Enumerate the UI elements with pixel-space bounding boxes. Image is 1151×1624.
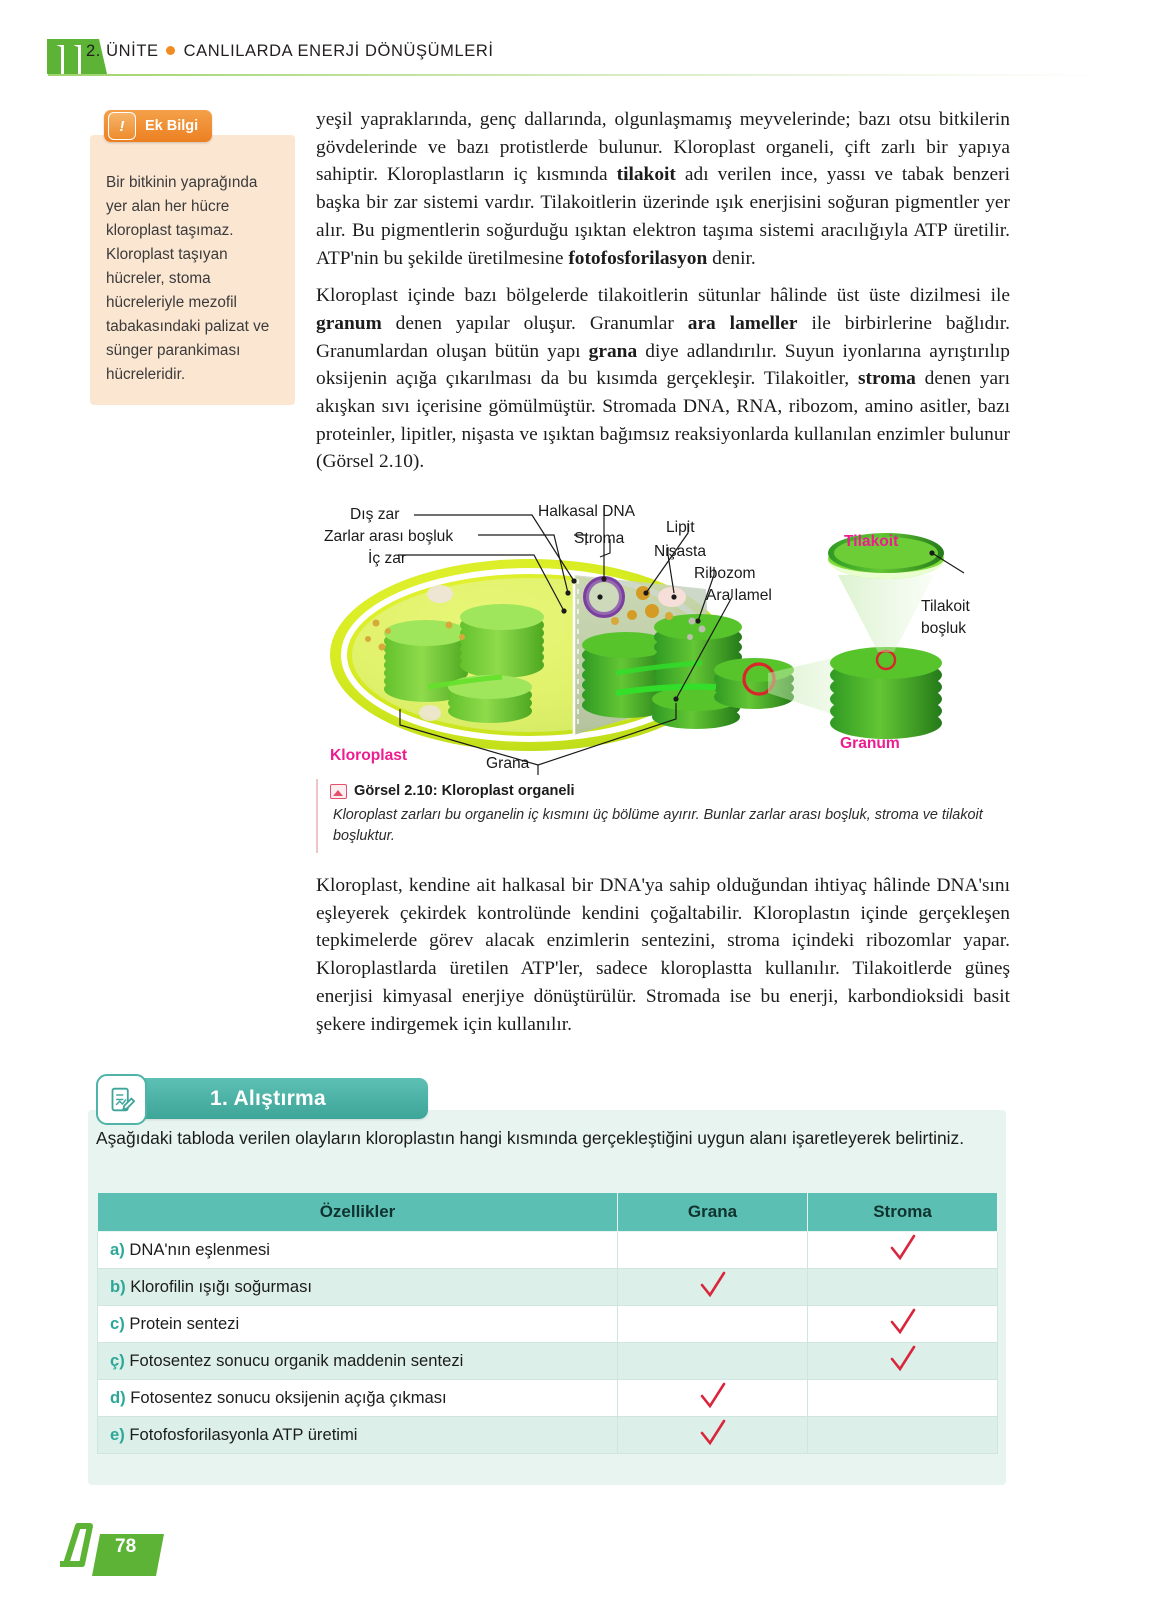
- row-key: c): [110, 1314, 125, 1333]
- table-row: [98, 1306, 998, 1343]
- row-text: Klorofilin ışığı soğurması: [130, 1277, 312, 1296]
- row-text: Protein sentezi: [129, 1314, 240, 1333]
- table-row: [98, 1343, 998, 1380]
- row-key: ç): [110, 1351, 125, 1370]
- row-text: Fotosentez sonucu organik maddenin sentezi: [129, 1351, 464, 1370]
- exercise-table-body: [98, 1232, 998, 1454]
- row-label-cell: [98, 1417, 618, 1454]
- page-number: 78: [115, 1536, 137, 1557]
- cell-grana[interactable]: [618, 1306, 808, 1343]
- row-key: e): [110, 1425, 125, 1444]
- table-row: [98, 1417, 998, 1454]
- row-label-cell: [98, 1269, 618, 1306]
- page-footer: [60, 1518, 240, 1580]
- label-ara-lamel: Ara lamel: [706, 587, 772, 604]
- paragraph-2: Kloroplast içinde bazı bölgelerde tilakoitlerin sütunlar hâlinde üst üste dizilmesi ile granum denen yapılar oluşur. Granumlar ara lameller ile birbirlerine bağlıdır. Granumlardan oluşan bütün yapı grana diye adlandırılır. Suyun iyonlarına ayrıştırılıp oksijenin açığa çıkarılması da bu kısımda gerçekleşir. Tilakoitler, stroma denen yarı akışkan sıvı içerisine gömülmüştür. Stromada DNA, RNA, ribozom, amino asitler, bazı proteinler, lipitler, nişasta ve ışıktan bağımsız reaksiyonlarda kullanılan enzimler bulunur (Görsel 2.10).: [316, 285, 1011, 473]
- label-ribozom: Ribozom: [694, 565, 756, 582]
- paragraph-1: yeşil yapraklarında, genç dallarında, olgunlaşmamış meyvelerinde; bazı otsu bitkilerin gövdelerinde ve bazı protistlerde bulunur. Kloroplast organeli, çift zarlı bir yapıya sahiptir. Kloroplastların iç kısmında tilakoit adı verilen ince, yassı ve tabak benzeri başka bir zar sistemi vardır. Tilakoitlerin üzerinde ışık enerjisini soğuran pigmentler yer alır. Bu pigmentlerin soğurduğu ışıktan elektron taşıma sistemi aracılığıyla ATP üretilir. ATP'nin bu şekilde üretilmesine fotofosforilasyon denir.: [316, 109, 1010, 269]
- row-label-cell: [98, 1306, 618, 1343]
- label-lipit: Lipit: [666, 519, 695, 536]
- row-label-cell: [98, 1380, 618, 1417]
- exercise-tab: [108, 1078, 428, 1119]
- cell-stroma[interactable]: [808, 1306, 998, 1343]
- figure-caption-text: Kloroplast zarları bu organelin iç kısmını üç bölüme ayırır. Bunlar zarlar arası boşluk, stroma ve tilakoit boşluktur.: [333, 807, 983, 844]
- label-granum: Granum: [840, 735, 900, 752]
- table-row: [98, 1232, 998, 1269]
- exercise-intro: Aşağıdaki tabloda verilen olayların kloroplastın hangi kısmında gerçekleştiğini uygun alanı işaretleyerek belirtiniz.: [96, 1128, 965, 1148]
- label-zarlar-arasi-bosluk: Zarlar arası boşluk: [324, 528, 454, 545]
- cell-grana[interactable]: [618, 1417, 808, 1454]
- col-header-stroma: Stroma: [808, 1193, 998, 1232]
- col-header-grana: Grana: [618, 1193, 808, 1232]
- header-title-group: [86, 42, 494, 61]
- exercise-tab-label: 1. Alıştırma: [209, 1086, 327, 1110]
- cell-stroma[interactable]: [808, 1417, 998, 1454]
- table-row: [98, 1380, 998, 1417]
- cell-stroma[interactable]: [808, 1232, 998, 1269]
- table-header-row: [98, 1193, 998, 1232]
- ek-bilgi-text: Bir bitkinin yaprağında yer alan her hücre kloroplast taşımaz. Kloroplast taşıyan hücreler, stoma hücreleriyle mezofil tabakasındaki palizat ve sünger parankiması hücreleridir.: [106, 174, 270, 383]
- col-header-ozellikler: Özellikler: [98, 1193, 618, 1232]
- figure-caption-title: Görsel 2.10: Kloroplast organeli: [354, 783, 575, 799]
- cell-stroma[interactable]: [808, 1380, 998, 1417]
- label-halkasal-dna: Halkasal DNA: [538, 503, 636, 520]
- ek-bilgi-tab: [104, 110, 212, 142]
- label-ic-zar: İç zar: [368, 550, 407, 567]
- cell-grana[interactable]: [618, 1232, 808, 1269]
- cell-stroma[interactable]: [808, 1343, 998, 1380]
- label-nisasta: Nişasta: [654, 543, 706, 560]
- main-text-column-lower: [316, 872, 1010, 1048]
- row-key: b): [110, 1277, 126, 1296]
- ek-bilgi-tab-label: Ek Bilgi: [145, 118, 199, 134]
- page-header: [0, 0, 1151, 84]
- label-grana: Grana: [486, 755, 530, 772]
- row-text: Fotofosforilasyonla ATP üretimi: [129, 1425, 358, 1444]
- figure-caption: [316, 779, 1010, 853]
- ek-bilgi-box: [90, 135, 295, 405]
- figure-2-10: [316, 497, 1010, 862]
- image-icon: [330, 784, 347, 799]
- label-tilakoit: Tilakoit: [844, 533, 899, 550]
- table-row: [98, 1269, 998, 1306]
- label-tilakoit-bosluk-line2: boşluk: [921, 620, 967, 637]
- row-label-cell: [98, 1232, 618, 1269]
- row-text: DNA'nın eşlenmesi: [129, 1240, 270, 1259]
- cell-stroma[interactable]: [808, 1269, 998, 1306]
- label-tilakoit-bosluk-line1: Tilakoit: [921, 598, 970, 615]
- cell-grana[interactable]: [618, 1343, 808, 1380]
- label-stroma: Stroma: [574, 530, 625, 547]
- unit-title: CANLILARDA ENERJİ DÖNÜŞÜMLERİ: [183, 42, 494, 60]
- exercise-table: [97, 1192, 998, 1454]
- row-key: d): [110, 1388, 126, 1407]
- exclamation-icon: !: [108, 112, 136, 140]
- orange-dot-icon: [166, 46, 175, 55]
- notebook-pencil-icon: [96, 1074, 147, 1125]
- main-text-column: [316, 106, 1010, 486]
- row-key: a): [110, 1240, 125, 1259]
- label-dis-zar: Dış zar: [350, 506, 400, 523]
- row-label-cell: [98, 1343, 618, 1380]
- paragraph-3: Kloroplast, kendine ait halkasal bir DNA'ya sahip olduğundan ihtiyaç hâlinde DNA'sını eşleyerek çekirdek kontrolünde kendini çoğaltabilir. Kloroplastın içinde gerçekleşen tepkimelerde görev alacak enzimlerin sentezini, stroma içindeki ribozomlar yapar. Kloroplastlarda üretilen ATP'ler, sadece kloroplastta kullanılır. Tilakoitlerde güneş enerjisi kimyasal enerjiye dönüştürülür. Stromada ise bu enerji, karbondioksidi basit şekere indirgemek için kullanılır.: [316, 875, 1010, 1035]
- figure-caption-title-row: [330, 783, 1010, 799]
- header-divider: [48, 74, 1106, 76]
- cell-grana[interactable]: [618, 1380, 808, 1417]
- unit-label: 2. ÜNİTE: [86, 42, 159, 60]
- row-text: Fotosentez sonucu oksijenin açığa çıkması: [130, 1388, 447, 1407]
- cell-grana[interactable]: [618, 1269, 808, 1306]
- label-kloroplast: Kloroplast: [330, 747, 408, 764]
